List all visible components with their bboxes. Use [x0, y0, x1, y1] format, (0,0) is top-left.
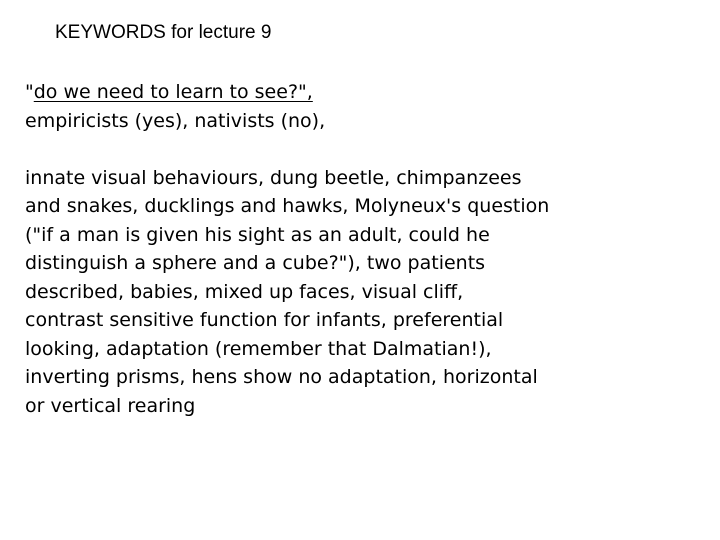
paragraph-gap	[25, 135, 705, 164]
paragraph-line: distinguish a sphere and a cube?"), two patients	[25, 252, 486, 274]
paragraph-line: contrast sensitive function for infants, preferential	[25, 309, 504, 331]
intro-line: empiricists (yes), nativists (no),	[25, 109, 326, 132]
paragraph-line: described, babies, mixed up faces, visual cliff,	[25, 280, 464, 303]
keywords-body	[25, 78, 705, 420]
paragraph-line: or vertical rearing	[25, 394, 196, 417]
paragraph-line: innate visual behaviours, dung beetle, chimpanzees	[25, 166, 522, 189]
question-line	[25, 78, 705, 107]
paragraph-line: ("if a man is given his sight as an adult, could he	[25, 223, 490, 246]
question-open-quote: "	[25, 81, 34, 103]
paragraph-line: inverting prisms, hens show no adaptation, horizontal	[25, 366, 538, 388]
paragraph-line: looking, adaptation (remember that Dalmatian!),	[25, 337, 492, 360]
question-text: do we need to learn to see?",	[33, 81, 313, 103]
slide-title: KEYWORDS for lecture 9	[55, 22, 272, 43]
paragraph-line: and snakes, ducklings and hawks, Molyneux's question	[25, 195, 550, 217]
